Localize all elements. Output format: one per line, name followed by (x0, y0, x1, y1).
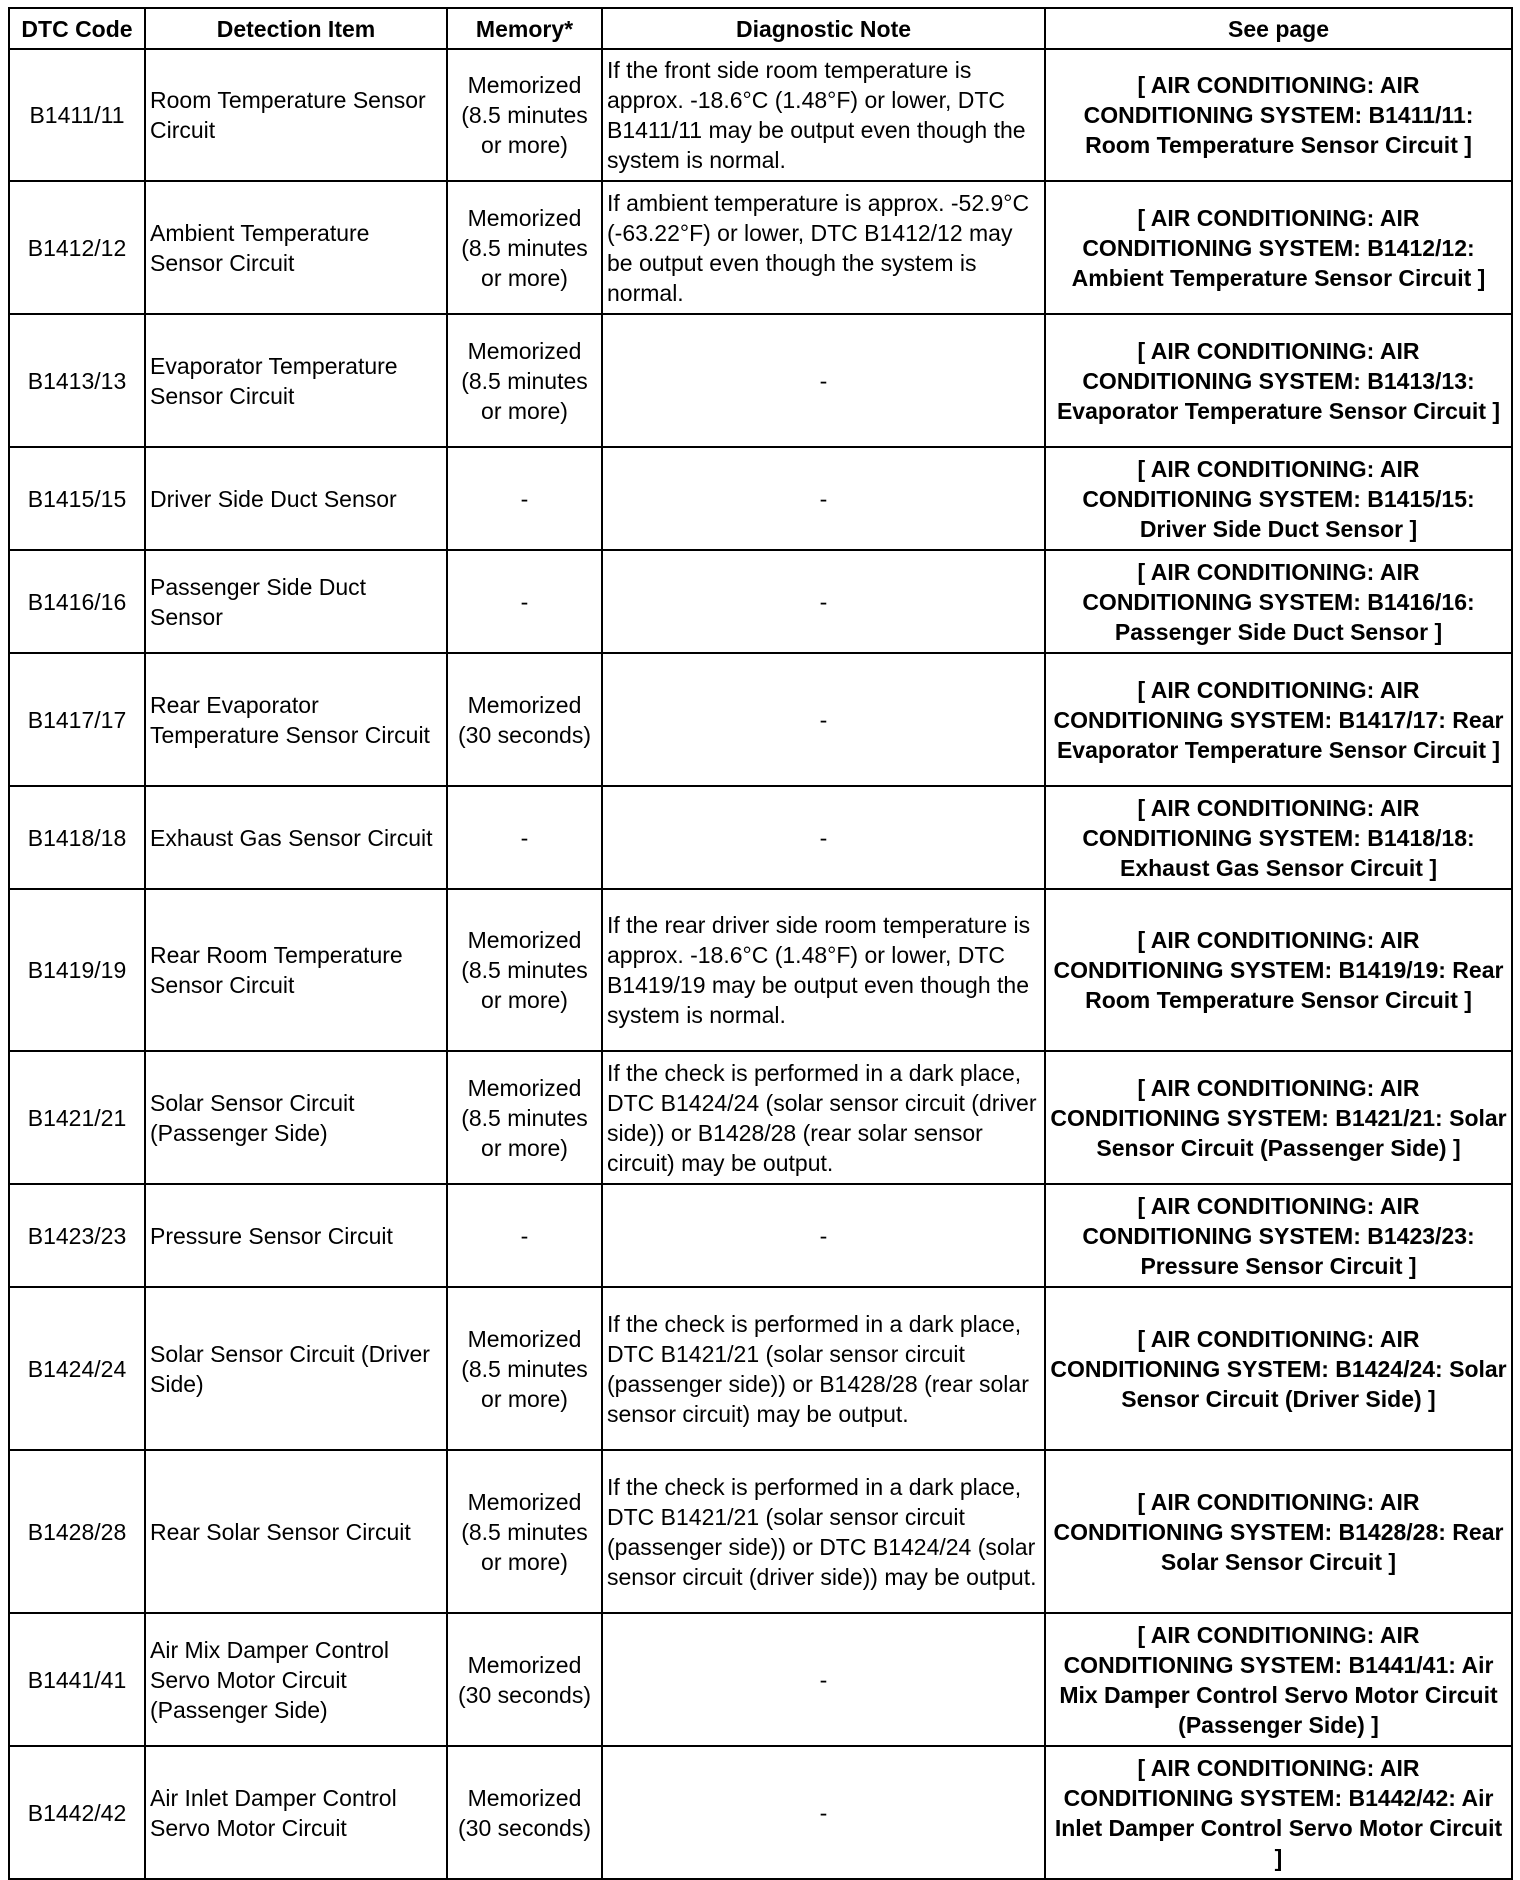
table-row (9, 1746, 1512, 1879)
see-page-link[interactable]: [ AIR CONDITIONING: AIR CONDITIONING SYSTEM: B1418/18: Exhaust Gas Sensor Circuit ] (1045, 786, 1512, 889)
see-page-link[interactable]: [ AIR CONDITIONING: AIR CONDITIONING SYSTEM: B1415/15: Driver Side Duct Sensor ] (1045, 447, 1512, 550)
memory-cell: Memorized (30 seconds) (447, 653, 602, 786)
detection-item-cell: Passenger Side Duct Sensor (145, 550, 447, 653)
diagnostic-note-cell: If the rear driver side room temperature is approx. -18.6°C (1.48°F) or lower, DTC B1419/19 may be output even though the system is normal. (602, 889, 1045, 1051)
dtc-code-cell: B1423/23 (9, 1184, 145, 1287)
dtc-code-cell: B1412/12 (9, 181, 145, 314)
header-see-page: See page (1045, 8, 1512, 49)
see-page-link[interactable]: [ AIR CONDITIONING: AIR CONDITIONING SYSTEM: B1413/13: Evaporator Temperature Sensor Circuit ] (1045, 314, 1512, 447)
memory-cell: Memorized (30 seconds) (447, 1746, 602, 1879)
dtc-code-cell: B1421/21 (9, 1051, 145, 1184)
table-row (9, 49, 1512, 181)
dtc-code-cell: B1411/11 (9, 49, 145, 181)
dtc-code-cell: B1424/24 (9, 1287, 145, 1450)
table-row (9, 1450, 1512, 1613)
diagnostic-note-cell: - (602, 653, 1045, 786)
header-diagnostic-note: Diagnostic Note (602, 8, 1045, 49)
detection-item-cell: Rear Evaporator Temperature Sensor Circuit (145, 653, 447, 786)
memory-cell: Memorized (8.5 minutes or more) (447, 314, 602, 447)
dtc-code-cell: B1441/41 (9, 1613, 145, 1746)
table-container (8, 7, 1513, 1880)
dtc-code-cell: B1417/17 (9, 653, 145, 786)
diagnostic-note-cell: - (602, 1613, 1045, 1746)
dtc-code-cell: B1416/16 (9, 550, 145, 653)
detection-item-cell: Room Temperature Sensor Circuit (145, 49, 447, 181)
memory-cell: Memorized (30 seconds) (447, 1613, 602, 1746)
table-row (9, 1287, 1512, 1450)
detection-item-cell: Ambient Temperature Sensor Circuit (145, 181, 447, 314)
diagnostic-note-cell: - (602, 447, 1045, 550)
detection-item-cell: Air Mix Damper Control Servo Motor Circuit (Passenger Side) (145, 1613, 447, 1746)
see-page-link[interactable]: [ AIR CONDITIONING: AIR CONDITIONING SYSTEM: B1419/19: Rear Room Temperature Sensor Circuit ] (1045, 889, 1512, 1051)
memory-cell: Memorized (8.5 minutes or more) (447, 889, 602, 1051)
memory-cell: - (447, 786, 602, 889)
memory-cell: Memorized (8.5 minutes or more) (447, 49, 602, 181)
table-row (9, 314, 1512, 447)
dtc-code-cell: B1415/15 (9, 447, 145, 550)
table-row (9, 1613, 1512, 1746)
diagnostic-note-cell: - (602, 314, 1045, 447)
see-page-link[interactable]: [ AIR CONDITIONING: AIR CONDITIONING SYSTEM: B1428/28: Rear Solar Sensor Circuit ] (1045, 1450, 1512, 1613)
detection-item-cell: Solar Sensor Circuit (Driver Side) (145, 1287, 447, 1450)
memory-cell: Memorized (8.5 minutes or more) (447, 1287, 602, 1450)
detection-item-cell: Air Inlet Damper Control Servo Motor Circuit (145, 1746, 447, 1879)
table-row (9, 181, 1512, 314)
memory-cell: - (447, 1184, 602, 1287)
diagnostic-note-cell: - (602, 1184, 1045, 1287)
diagnostic-note-cell: - (602, 550, 1045, 653)
see-page-link[interactable]: [ AIR CONDITIONING: AIR CONDITIONING SYSTEM: B1412/12: Ambient Temperature Sensor Circuit ] (1045, 181, 1512, 314)
dtc-code-cell: B1418/18 (9, 786, 145, 889)
diagnostic-note-cell: - (602, 1746, 1045, 1879)
see-page-link[interactable]: [ AIR CONDITIONING: AIR CONDITIONING SYSTEM: B1442/42: Air Inlet Damper Control Servo Motor Circuit ] (1045, 1746, 1512, 1879)
memory-cell: - (447, 550, 602, 653)
see-page-link[interactable]: [ AIR CONDITIONING: AIR CONDITIONING SYSTEM: B1416/16: Passenger Side Duct Sensor ] (1045, 550, 1512, 653)
header-dtc-code: DTC Code (9, 8, 145, 49)
table-row (9, 447, 1512, 550)
detection-item-cell: Driver Side Duct Sensor (145, 447, 447, 550)
see-page-link[interactable]: [ AIR CONDITIONING: AIR CONDITIONING SYSTEM: B1411/11: Room Temperature Sensor Circuit ] (1045, 49, 1512, 181)
dtc-code-cell: B1442/42 (9, 1746, 145, 1879)
table-row (9, 1051, 1512, 1184)
table-row (9, 889, 1512, 1051)
detection-item-cell: Evaporator Temperature Sensor Circuit (145, 314, 447, 447)
detection-item-cell: Rear Solar Sensor Circuit (145, 1450, 447, 1613)
table-row (9, 786, 1512, 889)
see-page-link[interactable]: [ AIR CONDITIONING: AIR CONDITIONING SYSTEM: B1423/23: Pressure Sensor Circuit ] (1045, 1184, 1512, 1287)
diagnostic-note-cell: If the check is performed in a dark place, DTC B1421/21 (solar sensor circuit (passenger side)) or B1428/28 (rear solar sensor circuit) may be output. (602, 1287, 1045, 1450)
detection-item-cell: Solar Sensor Circuit (Passenger Side) (145, 1051, 447, 1184)
memory-cell: - (447, 447, 602, 550)
dtc-code-cell: B1413/13 (9, 314, 145, 447)
see-page-link[interactable]: [ AIR CONDITIONING: AIR CONDITIONING SYSTEM: B1421/21: Solar Sensor Circuit (Passenger Side) ] (1045, 1051, 1512, 1184)
memory-cell: Memorized (8.5 minutes or more) (447, 1051, 602, 1184)
header-detection-item: Detection Item (145, 8, 447, 49)
detection-item-cell: Rear Room Temperature Sensor Circuit (145, 889, 447, 1051)
dtc-table (8, 7, 1513, 1880)
diagnostic-note-cell: If ambient temperature is approx. -52.9°C (-63.22°F) or lower, DTC B1412/12 may be output even though the system is normal. (602, 181, 1045, 314)
memory-cell: Memorized (8.5 minutes or more) (447, 181, 602, 314)
diagnostic-note-cell: If the check is performed in a dark place, DTC B1421/21 (solar sensor circuit (passenger side)) or DTC B1424/24 (solar sensor circuit (driver side)) may be output. (602, 1450, 1045, 1613)
dtc-code-cell: B1419/19 (9, 889, 145, 1051)
see-page-link[interactable]: [ AIR CONDITIONING: AIR CONDITIONING SYSTEM: B1424/24: Solar Sensor Circuit (Driver Side) ] (1045, 1287, 1512, 1450)
header-row (9, 8, 1512, 49)
table-row (9, 550, 1512, 653)
header-memory: Memory* (447, 8, 602, 49)
memory-cell: Memorized (8.5 minutes or more) (447, 1450, 602, 1613)
see-page-link[interactable]: [ AIR CONDITIONING: AIR CONDITIONING SYSTEM: B1441/41: Air Mix Damper Control Servo Motor Circuit (Passenger Side) ] (1045, 1613, 1512, 1746)
detection-item-cell: Pressure Sensor Circuit (145, 1184, 447, 1287)
diagnostic-note-cell: If the check is performed in a dark place, DTC B1424/24 (solar sensor circuit (driver side)) or B1428/28 (rear solar sensor circuit) may be output. (602, 1051, 1045, 1184)
diagnostic-note-cell: If the front side room temperature is approx. -18.6°C (1.48°F) or lower, DTC B1411/11 may be output even though the system is normal. (602, 49, 1045, 181)
table-row (9, 653, 1512, 786)
diagnostic-note-cell: - (602, 786, 1045, 889)
dtc-code-cell: B1428/28 (9, 1450, 145, 1613)
see-page-link[interactable]: [ AIR CONDITIONING: AIR CONDITIONING SYSTEM: B1417/17: Rear Evaporator Temperature Sensor Circuit ] (1045, 653, 1512, 786)
detection-item-cell: Exhaust Gas Sensor Circuit (145, 786, 447, 889)
table-row (9, 1184, 1512, 1287)
